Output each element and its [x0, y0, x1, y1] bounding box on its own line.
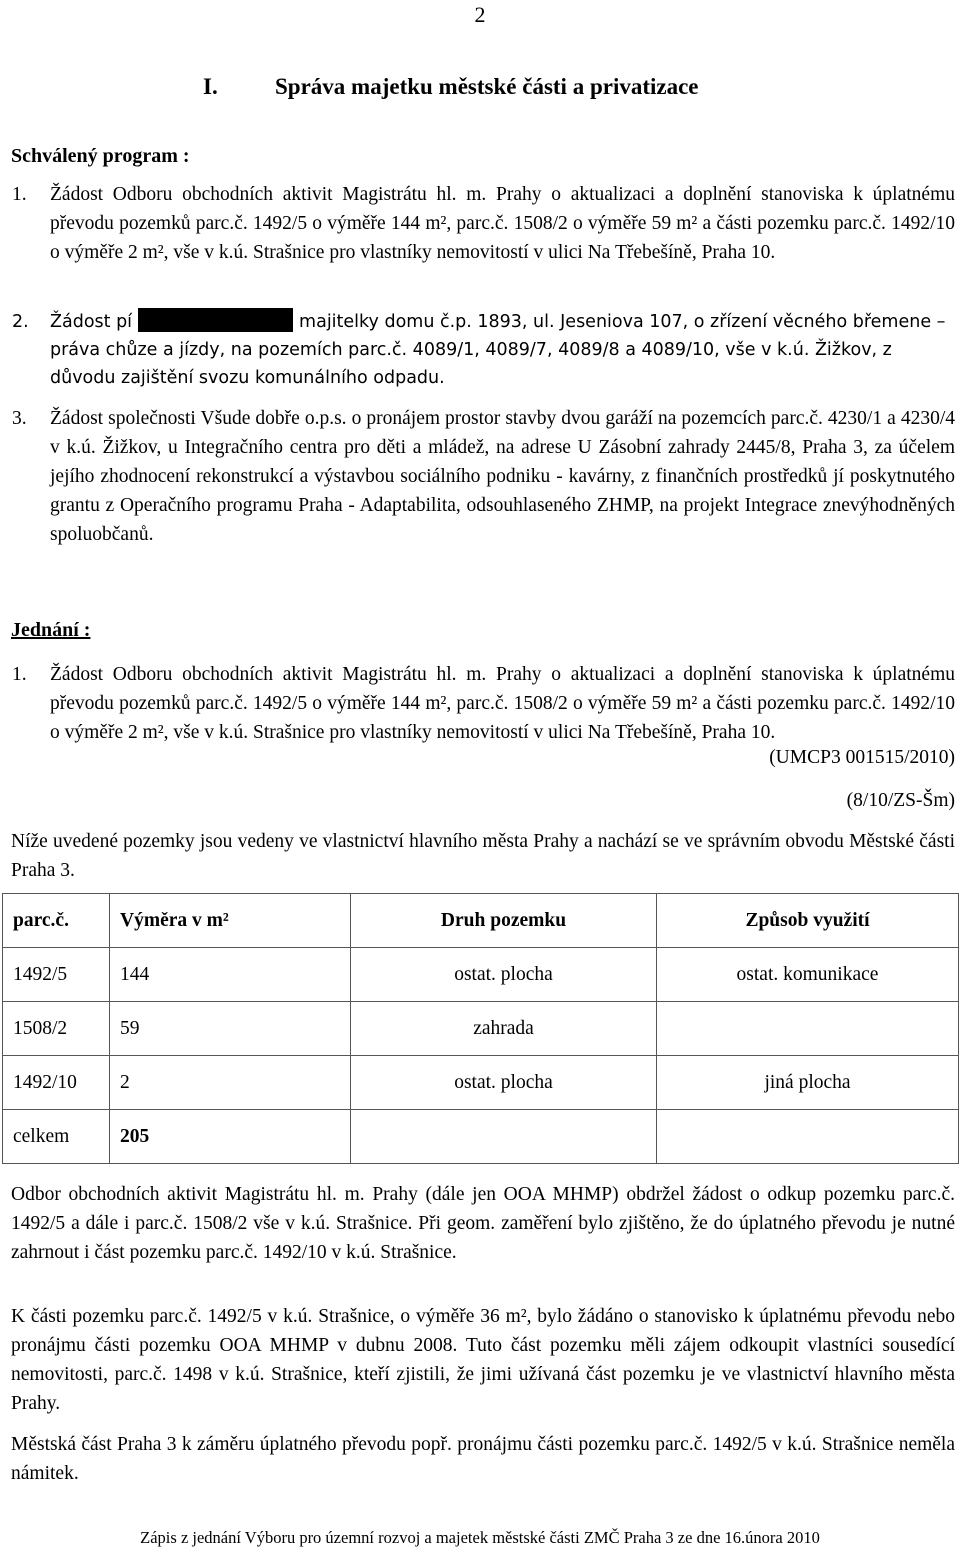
item-text-pre: Žádost pí: [50, 312, 133, 332]
item-text-post: majitelky domu č.p. 1893, ul. Jeseniova 107, o zřízení věcného břemene – práva chůze a jízdy, na pozemích parc.č. 4089/1, 4089/7, 4089/8 a 4089/10, vše v k.ú. Žižkov, z důvodu zajištění svozu komunálního odpadu.: [50, 312, 946, 388]
item-text: Žádost Odboru obchodních aktivit Magistrátu hl. m. Prahy o aktualizaci a doplnění stanoviska k úplatnému převodu pozemků parc.č. 1492/5 o výměře 144 m², parc.č. 1508/2 o výměře 59 m² a části pozemku parc.č. 1492/10 o výměře 2 m², vše v k.ú. Strašnice pro vlastníky nemovitostí v ulici Na Třebešíně, Praha 10.: [50, 664, 955, 743]
item-number: 3.: [12, 408, 27, 429]
item-number: 2.: [12, 312, 29, 332]
section-number: I.: [203, 74, 218, 99]
page-number: 2: [474, 2, 486, 27]
cell-parcel: 1492/10: [3, 1056, 110, 1110]
parcels-table: [2, 893, 959, 1164]
cell-land-type: ostat. plocha: [351, 1056, 657, 1110]
table-row: [3, 948, 959, 1002]
paragraph-request: Odbor obchodních aktivit Magistrátu hl. m. Prahy (dále jen OOA MHMP) obdržel žádost o odkup pozemku parc.č. 1492/5 a dále i parc.č. 1508/2 vše v k.ú. Strašnice. Při geom. zaměření bylo zjištěno, že do úplatného převodu je nutné zahrnout i část pozemku parc.č. 1492/10 v k.ú. Strašnice.: [11, 1184, 955, 1263]
meeting-item-1: [12, 660, 955, 747]
table-total-row: [3, 1110, 959, 1164]
table-row: [3, 1002, 959, 1056]
cell-land-type: ostat. plocha: [351, 948, 657, 1002]
cell-land-type: zahrada: [351, 1002, 657, 1056]
cell-area: 144: [110, 948, 351, 1002]
item-number: 1.: [12, 664, 27, 685]
header-land-type: Druh pozemku: [351, 894, 657, 948]
program-item-1: [12, 180, 955, 267]
reference-number: (UMCP3 001515/2010): [769, 747, 955, 768]
total-value: 205: [110, 1110, 351, 1164]
item-text: Žádost společnosti Všude dobře o.p.s. o pronájem prostor stavby dvou garáží na pozemcích parc.č. 4230/1 a 4230/4 v k.ú. Žižkov, u Integračního centra pro děti a mládež, na adrese U Zásobní zahrady 2445/8, Praha 3, za účelem jejího zhodnocení rekonstrukcí a výstavbou sociálního podniku - kavárny, z finančních prostředků jí poskytnutého grantu z Operačního programu Praha - Adaptabilita, odsouhlaseného ZHMP, na projekt Integrace znevýhodněných spoluobčanů.: [50, 408, 955, 545]
header-usage: Způsob využití: [657, 894, 959, 948]
program-item-2: [12, 308, 955, 392]
program-item-3: [12, 404, 955, 549]
intro-paragraph: Níže uvedené pozemky jsou vedeny ve vlastnictví hlavního města Prahy a nachází se ve správním obvodu Městské části Praha 3.: [11, 831, 955, 881]
cell-area: 59: [110, 1002, 351, 1056]
section-title: Správa majetku městské části a privatizace: [275, 74, 699, 99]
approved-program-label: Schválený program :: [11, 145, 190, 167]
cell-parcel: 1492/5: [3, 948, 110, 1002]
cell-usage: jiná plocha: [657, 1056, 959, 1110]
table-row: [3, 1056, 959, 1110]
reference-code: (8/10/ZS-Šm): [846, 790, 955, 811]
item-text: Žádost Odboru obchodních aktivit Magistrátu hl. m. Prahy o aktualizaci a doplnění stanoviska k úplatnému převodu pozemků parc.č. 1492/5 o výměře 144 m², parc.č. 1508/2 o výměře 59 m² a části pozemku parc.č. 1492/10 o výměře 2 m², vše v k.ú. Strašnice pro vlastníky nemovitostí v ulici Na Třebešíně, Praha 10.: [50, 184, 955, 263]
meeting-label: Jednání :: [11, 619, 91, 641]
cell-parcel: 1508/2: [3, 1002, 110, 1056]
header-area: Výměra v m²: [110, 894, 351, 948]
paragraph-statement: Městská část Praha 3 k záměru úplatného převodu popř. pronájmu části pozemku parc.č. 1492/5 v k.ú. Strašnice neměla námitek.: [11, 1434, 955, 1484]
paragraph-history: K části pozemku parc.č. 1492/5 v k.ú. Strašnice, o výměře 36 m², bylo žádáno o stanovisko k úplatnému převodu nebo pronájmu části pozemku OOA MHMP v dubnu 2008. Tuto část pozemku měli zájem odkoupit vlastníci sousedící nemovitosti, parc.č. 1498 v k.ú. Strašnice, kteří zjistili, že jimi užívaná část pozemku je ve vlastnictví hlavního města Prahy.: [11, 1306, 955, 1414]
redacted-name: [138, 308, 293, 332]
header-parcel: parc.č.: [3, 894, 110, 948]
total-label: celkem: [3, 1110, 110, 1164]
cell-area: 2: [110, 1056, 351, 1110]
table-header-row: [3, 894, 959, 948]
item-number: 1.: [12, 184, 27, 205]
page-footer: Zápis z jednání Výboru pro územní rozvoj a majetek městské části ZMČ Praha 3 ze dne 16.února 2010: [140, 1528, 820, 1547]
cell-usage: [657, 1002, 959, 1056]
cell-usage: ostat. komunikace: [657, 948, 959, 1002]
